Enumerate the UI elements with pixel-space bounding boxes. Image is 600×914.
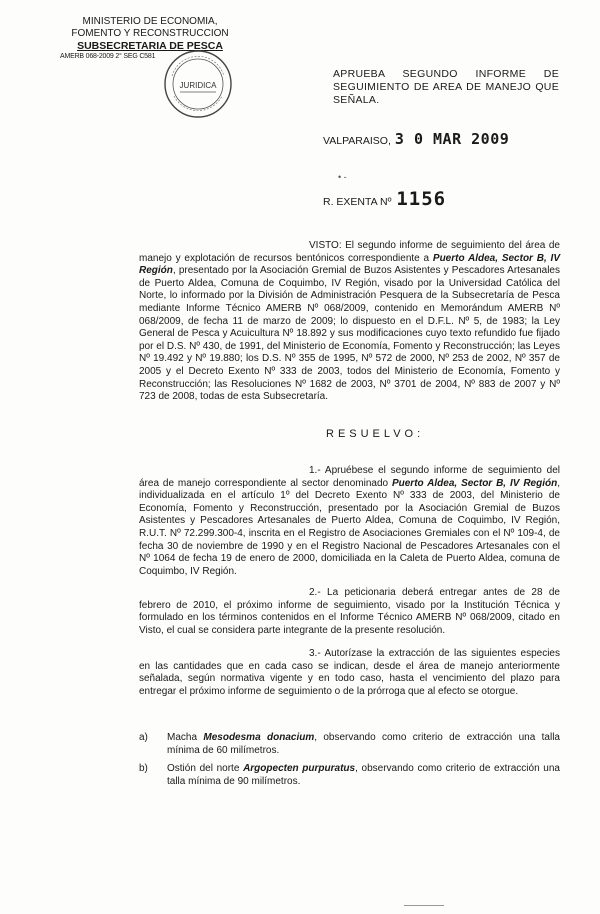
article-1-text-1: 1.- Apruébese el segundo informe de seguimiento del área de manejo correspondiente al sector denominado — [139, 465, 560, 489]
juridica-seal-stamp — [162, 48, 234, 120]
species-criterion: , observando como criterio de extracción una talla mínima de 90 milímetros. — [167, 763, 560, 787]
exenta-line — [323, 188, 446, 210]
visto-text-1: VISTO: El segundo informe de seguimiento del área de manejo y explotación de recursos bentónicos correspondiente a — [139, 240, 560, 264]
visto-paragraph — [139, 240, 560, 404]
item-letter: a) — [139, 732, 148, 743]
ministry-line-2: FOMENTO Y RECONSTRUCCION — [71, 28, 229, 39]
species-scientific-name: Mesodesma donacium — [203, 732, 315, 743]
visto-text-2: , presentado por la Asociación Gremial de Buzos Asistentes y Pescadores Artesanales de Puerto Aldea, Comuna de Coquimbo, IV Región, visado por la Universidad Católica del Norte, lo informado por la División de Administración Pesquera de la Subsecretaría de Pesca mediante Informe Técnico AMERB Nº 068/2009, contenido en Memorándum AMERB Nº 068/2009, de fecha 11 de marzo de 2009; lo dispuesto en el D.F.L. Nº 5, de 1983; la Ley General de Pesca y Acuicultura Nº 18.892 y sus modificaciones cuyo texto refundido fue fijado por el D.S. Nº 430, de 1991, del Ministerio de Economía, Fomento y Reconstrucción; las Leyes Nº 19.492 y Nº 19.880; los D.S. Nº 355 de 1995, Nº 572 de 2000, Nº 253 de 2002, Nº 357 de 2005 y el Decreto Exento Nº 333 de 2003, todos del Ministerio de Economía, Fomento y Reconstrucción; las Resoluciones Nº 1682 de 2003, Nº 3701 de 2004, Nº 883 de 2007 y Nº 723 de 2008, todas de esta Subsecretaría. — [139, 265, 560, 403]
resolution-subject: APRUEBA SEGUNDO INFORME DE SEGUIMIENTO DE AREA DE MANEJO QUE SEÑALA. — [333, 68, 559, 106]
item-letter: b) — [139, 763, 148, 774]
subsecretaria-line: SUBSECRETARIA DE PESCA — [77, 40, 223, 52]
ministry-line-1: MINISTERIO DE ECONOMIA, — [82, 16, 218, 27]
visto-area-name: Puerto Aldea, Sector B, IV Región — [139, 252, 560, 277]
article-3-text: 3.- Autorízase la extracción de las siguientes especies en las cantidades que en cada caso se indican, desde el área de manejo anteriormente señalada, según normativa vigente y en todo caso, hasta el vencimiento del plazo para entregar el próximo informe de seguimiento o de la prórroga que al efecto se otorgue. — [139, 648, 560, 697]
species-scientific-name: Argopecten purpuratus — [243, 763, 356, 774]
article-1-paragraph — [139, 465, 560, 578]
dateline — [323, 130, 509, 148]
item-text — [167, 763, 560, 788]
species-common-name: Macha — [167, 732, 204, 743]
item-text — [167, 732, 560, 757]
article-3-paragraph — [139, 648, 560, 698]
article-1-area-name: Puerto Aldea, Sector B, IV Región — [391, 477, 558, 489]
dateline-city: VALPARAISO, — [323, 135, 391, 147]
article-2-text: 2.- La peticionaria deberá entregar antes de 28 de febrero de 2010, el próximo informe de seguimiento, visado por la Institución Técnica y formulado en los términos contenidos en el Informe Técnico AMERB Nº 068/2009, citado en Visto, el cual se considera parte integrante de la presente resolución. — [139, 587, 560, 636]
date-stamp: 3 0 MAR 2009 — [394, 130, 510, 148]
article-1-text-2: , individualizada en el artículo 1º del Decreto Exento Nº 333 de 2003, del Ministerio de Economía, Fomento y Reconstrucción, presentado por la Asociación Gremial de Buzos Asistentes y Pescadores Artesanales de Puerto Aldea, Comuna de Coquimbo, IV Región, R.U.T. Nº 72.299.300-4, inscrita en el Registro de Asociaciones Gremiales con el Nº 109-4, de fecha 30 de noviembre de 1990 y en el Registro Nacional de Pescadores Artesanales con el Nº 1064 de fecha 19 de enero de 2000, domiciliada en la Caleta de Puerto Aldea, comuna de Coquimbo, IV Región. — [139, 477, 560, 577]
exenta-label: R. EXENTA Nº — [323, 196, 392, 208]
stray-marks: • - — [338, 172, 347, 182]
article-2-paragraph — [139, 587, 560, 637]
resuelvo-heading: RESUELVO: — [326, 428, 425, 440]
footer-mark — [404, 905, 444, 912]
reference-code: AMERB 068-2009 2° SEG C581 — [60, 53, 156, 60]
species-common-name: Ostión del norte — [167, 763, 244, 774]
species-criterion: , observando como criterio de extracción una talla mínima de 60 milímetros. — [167, 732, 560, 756]
exenta-number: 1156 — [396, 188, 447, 210]
seal-label: JURIDICA — [179, 81, 217, 90]
